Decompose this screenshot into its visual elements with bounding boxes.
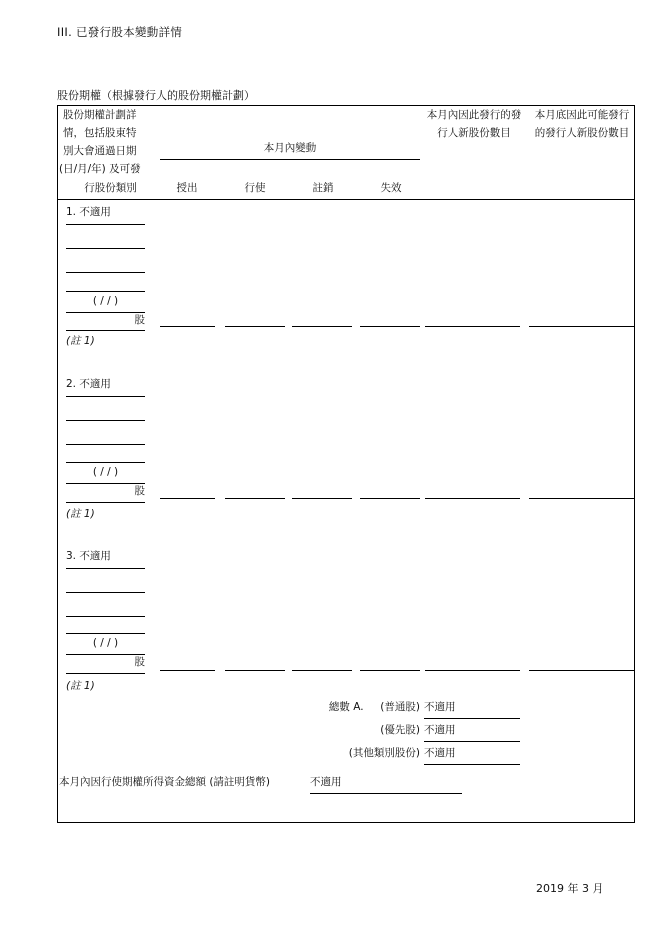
row-3-issued-rule (425, 670, 520, 671)
row-3-rule-1 (66, 568, 145, 569)
row-2-date-placeholder: ( / / ) (92, 466, 119, 478)
row-3-granted-rule (160, 670, 215, 671)
row-1-date-placeholder: ( / / ) (92, 295, 119, 307)
row-3-rule-3 (66, 616, 145, 617)
header-bottom-rule (58, 199, 634, 200)
section-label: 股份期權（根據發行人的股份期權計劃） (57, 89, 255, 102)
row-1-granted-rule (160, 326, 215, 327)
row-3-rule-2 (66, 592, 145, 593)
page-title: III. 已發行股本變動詳情 (57, 25, 183, 39)
other-shares-value: 不適用 (424, 747, 456, 759)
header-subcol-cancelled: 註銷 (312, 182, 334, 194)
other-shares-label: (其他類別股份) (348, 747, 420, 759)
row-3-note: (註 1) (66, 680, 95, 692)
row-3-index-label: 3. 不適用 (66, 550, 111, 562)
funds-raised-value: 不適用 (310, 776, 342, 788)
header-col7-line-1: 本月底因此可能發行 (534, 109, 630, 121)
preference-shares-label: (優先股) (380, 724, 420, 736)
row-2-rule-4 (66, 462, 145, 463)
row-3-rule-6 (66, 673, 145, 674)
total-a-ordinary-label-group (240, 702, 420, 713)
ordinary-shares-rule (424, 718, 520, 719)
row-1-rule-1 (66, 224, 145, 225)
funds-raised-rule (310, 793, 462, 794)
row-1-issued-rule (425, 326, 520, 327)
header-col1-line-4: (日/月/年) 及可發 (59, 163, 141, 175)
row-1-share-unit: 股 (134, 314, 145, 326)
header-changes-underline (160, 159, 420, 160)
ordinary-shares-value: 不適用 (424, 701, 456, 713)
row-1-rule-3 (66, 272, 145, 273)
header-subcol-lapsed: 失效 (380, 182, 402, 194)
row-2-cancelled-rule (292, 498, 352, 499)
preference-shares-rule (424, 741, 520, 742)
row-2-rule-3 (66, 444, 145, 445)
row-3-exercised-rule (225, 670, 285, 671)
row-1-lapsed-rule (360, 326, 420, 327)
header-col1-line-2: 情，包括股東特 (63, 127, 137, 139)
row-2-granted-rule (160, 498, 215, 499)
header-col1-line-5: 行股份類別 (84, 182, 137, 194)
preference-shares-value: 不適用 (424, 724, 456, 736)
row-2-exercised-rule (225, 498, 285, 499)
row-1-note: (註 1) (66, 335, 95, 347)
header-subcol-granted: 授出 (176, 182, 198, 194)
row-1-exercised-rule (225, 326, 285, 327)
header-col7-line-2: 的發行人新股份數目 (534, 127, 630, 139)
row-2-rule-5 (66, 483, 145, 484)
row-3-rule-5 (66, 654, 145, 655)
row-2-issued-rule (425, 498, 520, 499)
header-col6-line-1: 本月內因此發行的發 (426, 109, 522, 121)
row-2-potential-rule (529, 498, 634, 499)
footer-date: 2019 年 3 月 (536, 882, 604, 895)
row-2-share-unit: 股 (134, 485, 145, 497)
row-3-rule-4 (66, 633, 145, 634)
other-shares-rule (424, 764, 520, 765)
header-col6-line-2: 行人新股份數目 (437, 127, 511, 139)
ordinary-shares-label: (普通股) (380, 701, 420, 713)
row-1-rule-5 (66, 312, 145, 313)
funds-raised-label: 本月內因行使期權所得資金總額 (請註明貨幣) (59, 776, 271, 788)
row-1-rule-4 (66, 291, 145, 292)
row-2-index-label: 2. 不適用 (66, 378, 111, 390)
row-1-index-label: 1. 不適用 (66, 206, 111, 218)
row-1-cancelled-rule (292, 326, 352, 327)
row-1-potential-rule (529, 326, 634, 327)
row-2-rule-1 (66, 396, 145, 397)
total-a-label: 總數 A. (328, 701, 364, 713)
row-3-date-placeholder: ( / / ) (92, 637, 119, 649)
row-3-cancelled-rule (292, 670, 352, 671)
header-col1-line-1: 股份期權計劃詳 (63, 109, 137, 121)
header-changes-group: 本月內變動 (263, 142, 317, 154)
row-3-potential-rule (529, 670, 634, 671)
row-3-share-unit: 股 (134, 656, 145, 668)
header-subcol-exercised: 行使 (244, 182, 266, 194)
row-2-rule-6 (66, 502, 145, 503)
header-col1-line-3: 別大會通過日期 (63, 145, 137, 157)
row-1-rule-2 (66, 248, 145, 249)
row-2-note: (註 1) (66, 508, 95, 520)
row-3-lapsed-rule (360, 670, 420, 671)
row-1-rule-6 (66, 330, 145, 331)
row-2-rule-2 (66, 420, 145, 421)
row-2-lapsed-rule (360, 498, 420, 499)
